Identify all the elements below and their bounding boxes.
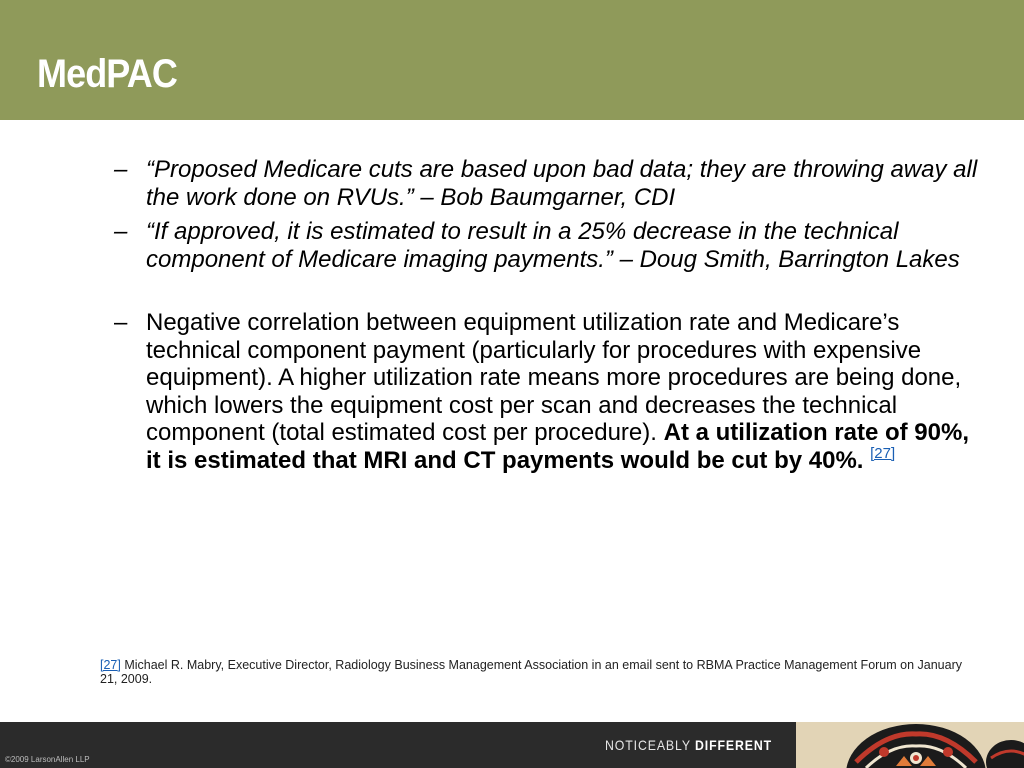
bullet-quote-baumgarner	[110, 156, 980, 211]
footnote-anchor-link[interactable]: [27]	[100, 658, 121, 672]
bullet-bold-text: At a utilization rate of 90%, it is estimated that MRI and CT payments would be cut by 40%.	[146, 419, 969, 474]
copyright-text: ©2009 LarsonAllen LLP	[5, 755, 90, 764]
tagline-thin: NOTICEABLY	[605, 737, 691, 753]
slide-title: MedPAC	[37, 52, 177, 96]
bullet-dash: –	[114, 156, 128, 183]
tagline	[605, 737, 772, 753]
footnote-ref-link[interactable]: [27]	[870, 444, 896, 462]
slide-content	[110, 156, 980, 474]
bullet-quote-smith	[110, 218, 980, 273]
decorative-egg-image	[796, 722, 1024, 768]
tagline-bold: DIFFERENT	[695, 737, 773, 753]
bullet-dash: –	[114, 218, 128, 245]
bullet-dash: –	[114, 309, 128, 336]
footnote-text: Michael R. Mabry, Executive Director, Radiology Business Management Association in an email sent to RBMA Practice Management Forum on January 21, 2009.	[100, 658, 962, 686]
bullet-utilization	[110, 309, 980, 474]
footnote	[100, 658, 980, 686]
bullet-text: “Proposed Medicare cuts are based upon bad data; they are throwing away all the work done on RVUs.” – Bob Baumgarner, CDI	[146, 156, 978, 211]
bullet-text: Negative correlation between equipment utilization rate and Medicare’s technical component payment (particularly for procedures with expensive equipment). A higher utilization rate means more procedures are being done, which lowers the equipment cost per scan and decreases the technical component (total estimated cost per procedure).	[146, 309, 962, 446]
bullet-text: “If approved, it is estimated to result in a 25% decrease in the technical component of Medicare imaging payments.” – Doug Smith, Barrington Lakes	[146, 218, 960, 273]
